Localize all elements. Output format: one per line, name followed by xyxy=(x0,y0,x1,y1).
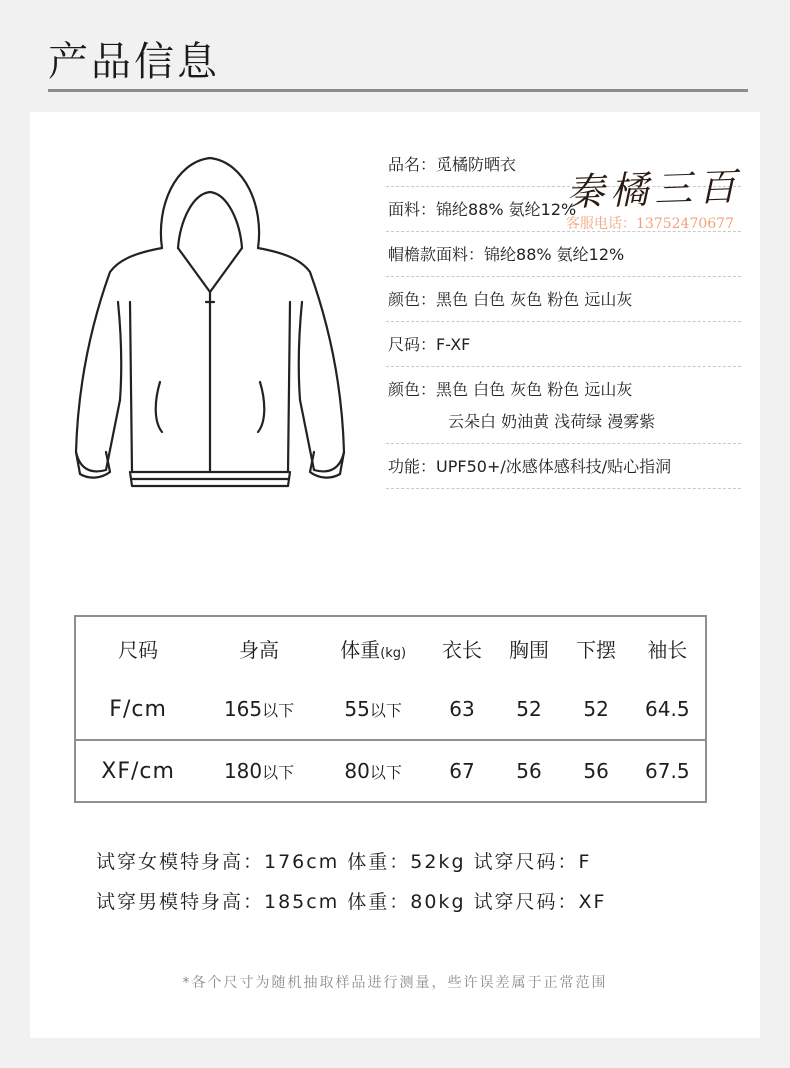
info-row-color xyxy=(386,277,741,322)
service-phone-text: 客服电话：13752470677 xyxy=(566,216,734,232)
cell-length: 63 xyxy=(428,679,495,740)
header-chest: 胸围 xyxy=(509,637,550,662)
header-length: 衣长 xyxy=(441,637,482,662)
cell-hem: 56 xyxy=(583,759,609,783)
title-divider xyxy=(48,89,748,92)
male-model-note: 试穿男模特身高：185cm 体重：80kg 试穿尺码：XF xyxy=(96,891,607,913)
cell-sleeve: 67.5 xyxy=(645,759,690,783)
header-height: 身高 xyxy=(239,637,280,662)
header-weight-label: 体重 xyxy=(340,637,381,662)
cell-size: F/cm xyxy=(75,679,200,740)
product-info-card xyxy=(30,112,760,1038)
cell-sleeve: 64.5 xyxy=(630,679,706,740)
cell-height xyxy=(200,679,318,740)
cell-weight-value: 80 xyxy=(344,759,370,783)
info-label: 尺码： xyxy=(388,335,437,354)
cell-weight-suffix: 以下 xyxy=(369,763,402,782)
info-row-color-extended xyxy=(386,367,741,444)
cell-hem: 52 xyxy=(563,679,630,740)
cell-weight-value: 55 xyxy=(344,697,370,721)
info-value: F-XF xyxy=(436,335,471,354)
model-fit-notes xyxy=(96,842,607,922)
info-value: 觅橘防晒衣 xyxy=(436,155,517,174)
header-sleeve: 袖长 xyxy=(647,637,688,662)
cell-height-value: 180 xyxy=(223,759,263,783)
measurement-footnote: *各个尺寸为随机抽取样品进行测量，些许误差属于正常范围 xyxy=(182,975,608,991)
info-value-continued: 云朵白 奶油黄 浅荷绿 漫雾紫 xyxy=(448,412,656,431)
cell-height-suffix: 以下 xyxy=(262,701,295,720)
header-weight xyxy=(318,616,429,679)
table-row xyxy=(75,679,706,740)
info-label: 功能： xyxy=(388,457,437,476)
info-label: 面料： xyxy=(388,200,437,219)
cell-size: XF/cm xyxy=(101,758,175,784)
brand-watermark xyxy=(566,158,766,233)
cell-length: 67 xyxy=(449,759,475,783)
cell-chest: 56 xyxy=(516,759,542,783)
cell-weight-suffix: 以下 xyxy=(369,701,402,720)
info-label: 颜色： xyxy=(388,290,437,309)
info-value: UPF50+/冰感体感科技/贴心指洞 xyxy=(436,457,672,476)
info-label: 帽檐款面料： xyxy=(388,245,485,264)
cell-height-value: 165 xyxy=(223,697,263,721)
size-table xyxy=(74,615,707,803)
info-row-brim-fabric xyxy=(386,232,741,277)
info-label: 颜色： xyxy=(388,380,437,399)
cell-weight xyxy=(318,740,429,802)
page-title: 产品信息 xyxy=(48,39,220,85)
hoodie-illustration xyxy=(70,152,350,522)
info-value: 锦纶88% 氨纶12% xyxy=(484,245,625,264)
info-value: 黑色 白色 灰色 粉色 远山灰 xyxy=(436,290,633,309)
size-table-header-row xyxy=(75,616,706,679)
info-row-size xyxy=(386,322,741,367)
header-hem: 下摆 xyxy=(576,637,617,662)
info-row-function xyxy=(386,444,741,489)
info-label: 品名： xyxy=(388,155,437,174)
header-weight-unit: (kg) xyxy=(380,645,407,661)
cell-weight xyxy=(318,679,429,740)
info-value: 黑色 白色 灰色 粉色 远山灰 xyxy=(436,380,633,399)
table-row xyxy=(75,740,706,802)
cell-height xyxy=(200,740,318,802)
female-model-note: 试穿女模特身高：176cm 体重：52kg 试穿尺码：F xyxy=(96,851,592,873)
info-value: 锦纶88% 氨纶12% xyxy=(436,200,577,219)
header-size: 尺码 xyxy=(118,637,159,662)
cell-chest: 52 xyxy=(496,679,563,740)
cell-height-suffix: 以下 xyxy=(262,763,295,782)
brand-logo-text: 秦橘三百 xyxy=(565,164,743,215)
